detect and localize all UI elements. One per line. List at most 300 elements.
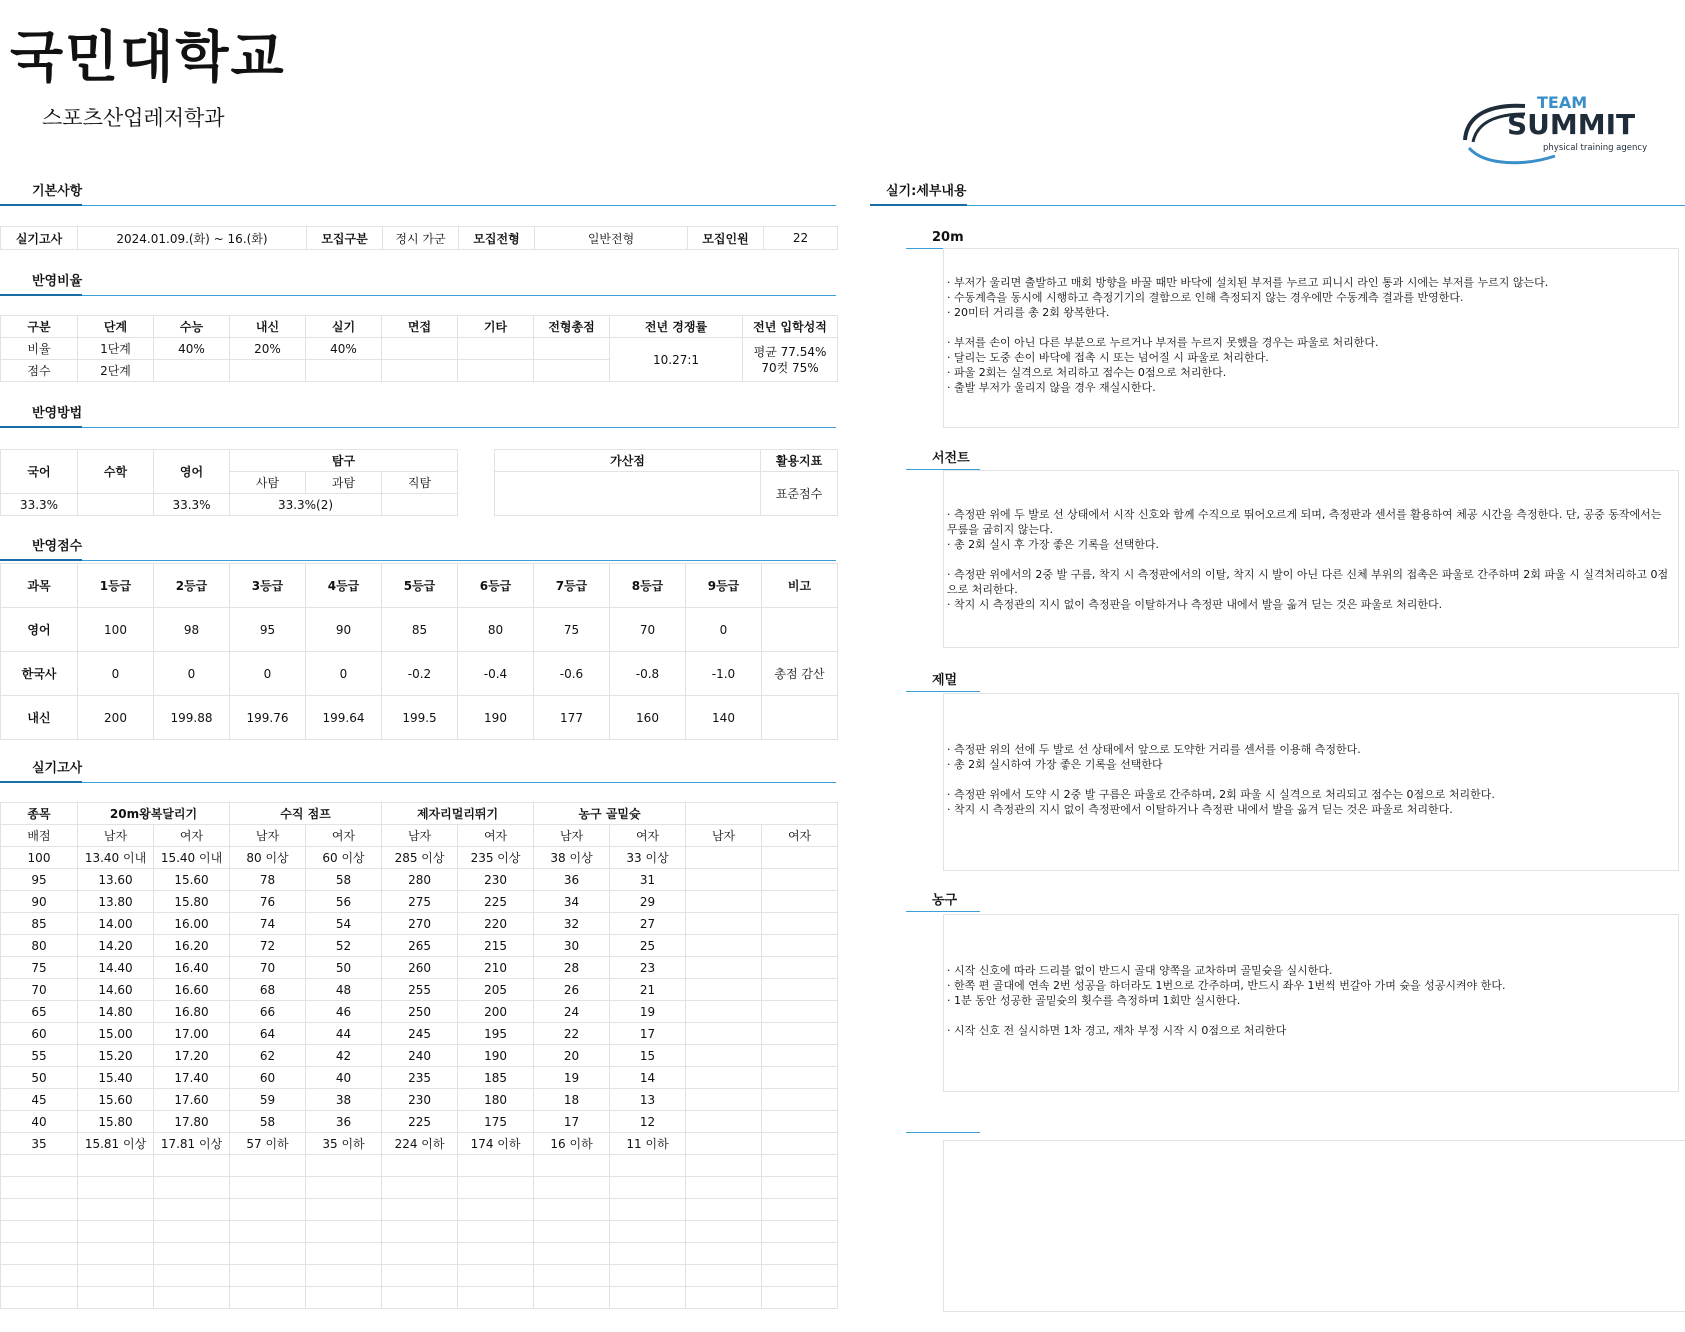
detail-empty-divider bbox=[906, 1132, 980, 1133]
practical-cell: 58 bbox=[306, 869, 382, 891]
practical-cell: 200 bbox=[458, 1001, 534, 1023]
competition-value: 10.27:1 bbox=[610, 338, 743, 382]
practical-cell: 34 bbox=[534, 891, 610, 913]
practical-cell: 225 bbox=[458, 891, 534, 913]
practical-row bbox=[1, 1023, 838, 1045]
practical-cell: 65 bbox=[1, 1001, 78, 1023]
practical-row bbox=[1, 913, 838, 935]
score-cell: 0 bbox=[306, 652, 382, 696]
score-cell: 140 bbox=[686, 696, 762, 740]
detail-line: · 총 2회 실시하여 가장 좋은 기록을 선택한다 bbox=[947, 758, 1163, 771]
practical-cell bbox=[762, 1111, 838, 1133]
practical-cell: 17 bbox=[610, 1023, 686, 1045]
practical-gender-header: 배점 bbox=[1, 825, 78, 847]
practical-cell: 100 bbox=[1, 847, 78, 869]
practical-cell bbox=[686, 1067, 762, 1089]
practical-cell: 72 bbox=[230, 935, 306, 957]
score-header: 비고 bbox=[762, 564, 838, 608]
score-header: 1등급 bbox=[78, 564, 154, 608]
practical-cell: 13.60 bbox=[78, 869, 154, 891]
detail-line: · 착지 시 측정관의 지시 없이 측정판을 이탈하거나 측정판 내에서 발을 옮겨 딛는 것은 파울로 처리한다. bbox=[947, 598, 1443, 611]
detail-subtitle bbox=[906, 451, 980, 470]
practical-empty-cell bbox=[534, 1265, 610, 1287]
method-vocational: 직탐 bbox=[382, 472, 458, 494]
practical-cell: 36 bbox=[534, 869, 610, 891]
practical-gender-header: 여자 bbox=[458, 825, 534, 847]
practical-cell: 26 bbox=[534, 979, 610, 1001]
practical-empty-cell bbox=[230, 1221, 306, 1243]
detail-line: · 측정판 위에서 도약 시 2중 발 구름은 파울로 간주하며, 2회 파울 시 실격으로 처리되고 점수는 0점으로 처리한다. bbox=[947, 788, 1495, 801]
detail-line: · 달리는 도중 손이 바닥에 접촉 시 또는 넘어질 시 파울로 처리한다. bbox=[947, 351, 1269, 364]
practical-empty-cell bbox=[230, 1155, 306, 1177]
practical-cell: 11 이하 bbox=[610, 1133, 686, 1155]
detail-line: · 측정판 위의 선에 두 발로 선 상태에서 앞으로 도약한 거리를 센서를 이용해 측정한다. bbox=[947, 743, 1361, 756]
practical-table bbox=[0, 802, 838, 1309]
practical-cell bbox=[686, 1001, 762, 1023]
section-detail-title: 실기:세부내용 bbox=[870, 183, 967, 206]
practical-empty-cell bbox=[230, 1177, 306, 1199]
practical-gender-header: 여자 bbox=[610, 825, 686, 847]
admission-cut: 70컷 75% bbox=[761, 360, 819, 375]
detail-line: · 1분 동안 성공한 골밑슛의 횟수를 측정하며 1회만 실시한다. bbox=[947, 994, 1241, 1007]
bonus-value bbox=[495, 472, 761, 516]
practical-cell: 225 bbox=[382, 1111, 458, 1133]
detail-line: · 착지 시 측정관의 지시 없이 측정판에서 이탈하거나 측정판 내에서 발을 옮겨 딛는 것은 파울로 처리한다. bbox=[947, 803, 1453, 816]
practical-empty-cell bbox=[686, 1177, 762, 1199]
basic-table bbox=[0, 226, 838, 250]
practical-empty-cell bbox=[306, 1287, 382, 1309]
practical-row bbox=[1, 1045, 838, 1067]
score-cell bbox=[762, 608, 838, 652]
practical-empty-cell bbox=[382, 1155, 458, 1177]
detail-subtitle bbox=[906, 893, 980, 912]
practical-cell: 17.40 bbox=[154, 1067, 230, 1089]
score-cell: 190 bbox=[458, 696, 534, 740]
practical-cell: 80 이상 bbox=[230, 847, 306, 869]
section-ratio-title: 반영비율 bbox=[0, 273, 82, 296]
practical-cell: 14.60 bbox=[78, 979, 154, 1001]
detail-subtitle-text: 서전트 bbox=[932, 451, 970, 466]
practical-cell bbox=[686, 935, 762, 957]
practical-empty-cell bbox=[230, 1243, 306, 1265]
detail-line: · 파울 2회는 실격으로 처리하고 점수는 0점으로 처리한다. bbox=[947, 366, 1227, 379]
practical-cell: 265 bbox=[382, 935, 458, 957]
method-table bbox=[0, 449, 458, 516]
practical-cell: 175 bbox=[458, 1111, 534, 1133]
practical-cell bbox=[686, 891, 762, 913]
score-cell: 총점 감산 bbox=[762, 652, 838, 696]
practical-event-header: 제자리멀리뛰기 bbox=[382, 803, 534, 825]
practical-empty-cell bbox=[686, 1287, 762, 1309]
section-basic bbox=[0, 183, 836, 206]
admission-cell bbox=[743, 338, 838, 382]
practical-empty-cell bbox=[458, 1221, 534, 1243]
practical-cell: 46 bbox=[306, 1001, 382, 1023]
practical-cell bbox=[762, 957, 838, 979]
practical-cell: 230 bbox=[458, 869, 534, 891]
practical-cell: 15.80 bbox=[78, 1111, 154, 1133]
practical-row bbox=[1, 869, 838, 891]
practical-empty-cell bbox=[306, 1243, 382, 1265]
rec-count-value: 22 bbox=[764, 227, 838, 250]
practical-empty-cell bbox=[534, 1221, 610, 1243]
practical-cell: 52 bbox=[306, 935, 382, 957]
practical-cell: 48 bbox=[306, 979, 382, 1001]
practical-empty-cell bbox=[306, 1199, 382, 1221]
practical-cell: 23 bbox=[610, 957, 686, 979]
practical-empty-cell bbox=[458, 1199, 534, 1221]
practical-empty-cell bbox=[610, 1177, 686, 1199]
score-cell: 80 bbox=[458, 608, 534, 652]
score-header: 4등급 bbox=[306, 564, 382, 608]
ratio-h-7: 전형총점 bbox=[534, 316, 610, 338]
practical-cell: 95 bbox=[1, 869, 78, 891]
practical-empty-cell bbox=[78, 1177, 154, 1199]
practical-empty-cell bbox=[382, 1221, 458, 1243]
rec-form-label: 모집전형 bbox=[459, 227, 535, 250]
score-cell: 160 bbox=[610, 696, 686, 740]
ratio-h-6: 기타 bbox=[458, 316, 534, 338]
practical-cell: 60 bbox=[1, 1023, 78, 1045]
ratio-cell: 2단계 bbox=[78, 360, 154, 382]
practical-cell: 70 bbox=[230, 957, 306, 979]
score-row bbox=[1, 608, 838, 652]
practical-cell: 17.00 bbox=[154, 1023, 230, 1045]
practical-gender-header: 남자 bbox=[230, 825, 306, 847]
indicator-header: 활용지표 bbox=[761, 450, 838, 472]
section-method-title: 반영방법 bbox=[0, 405, 82, 428]
practical-event-header: 농구 골밑슛 bbox=[534, 803, 686, 825]
score-cell: 199.64 bbox=[306, 696, 382, 740]
practical-cell: 54 bbox=[306, 913, 382, 935]
practical-cell: 15.80 bbox=[154, 891, 230, 913]
score-cell: -0.8 bbox=[610, 652, 686, 696]
practical-cell: 32 bbox=[534, 913, 610, 935]
detail-empty-box bbox=[943, 1140, 1685, 1312]
practical-empty-cell bbox=[382, 1265, 458, 1287]
practical-empty-cell bbox=[458, 1265, 534, 1287]
logo-tagline-text: physical training agency bbox=[1543, 143, 1648, 153]
score-cell: 70 bbox=[610, 608, 686, 652]
detail-line: · 부저가 울리면 출발하고 매회 방향을 바꿀 때만 바닥에 설치된 부저를 누르고 피니시 라인 통과 시에는 부저를 누르지 않는다. bbox=[947, 276, 1549, 289]
practical-cell: 17.20 bbox=[154, 1045, 230, 1067]
practical-empty-cell bbox=[610, 1155, 686, 1177]
method-v-korean: 33.3% bbox=[1, 494, 78, 516]
practical-cell bbox=[686, 847, 762, 869]
practical-cell bbox=[686, 1111, 762, 1133]
score-row bbox=[1, 696, 838, 740]
practical-empty-cell bbox=[1, 1265, 78, 1287]
practical-empty-cell bbox=[534, 1155, 610, 1177]
practical-empty-cell bbox=[230, 1265, 306, 1287]
ratio-cell bbox=[534, 338, 610, 360]
practical-cell: 21 bbox=[610, 979, 686, 1001]
practical-empty-cell bbox=[382, 1287, 458, 1309]
practical-empty-cell bbox=[610, 1243, 686, 1265]
practical-cell: 33 이상 bbox=[610, 847, 686, 869]
practical-cell bbox=[686, 957, 762, 979]
practical-empty-cell bbox=[686, 1199, 762, 1221]
practical-empty-row bbox=[1, 1221, 838, 1243]
practical-cell bbox=[686, 1045, 762, 1067]
score-cell: 90 bbox=[306, 608, 382, 652]
ratio-h-9: 전년 입학성적 bbox=[743, 316, 838, 338]
logo-summit-text: SUMMIT bbox=[1507, 108, 1636, 141]
practical-empty-cell bbox=[762, 1199, 838, 1221]
practical-event-header: 종목 bbox=[1, 803, 78, 825]
detail-line: · 출발 부저가 울리지 않을 경우 재실시한다. bbox=[947, 381, 1156, 394]
score-cell: -0.4 bbox=[458, 652, 534, 696]
practical-empty-cell bbox=[534, 1177, 610, 1199]
practical-cell: 15.60 bbox=[78, 1089, 154, 1111]
practical-cell: 28 bbox=[534, 957, 610, 979]
ratio-cell: 점수 bbox=[1, 360, 78, 382]
score-cell: 95 bbox=[230, 608, 306, 652]
method-v-inquiry: 33.3%(2) bbox=[230, 494, 382, 516]
practical-cell: 14.20 bbox=[78, 935, 154, 957]
practical-cell: 24 bbox=[534, 1001, 610, 1023]
practical-cell: 60 이상 bbox=[306, 847, 382, 869]
score-cell: 75 bbox=[534, 608, 610, 652]
practical-cell: 74 bbox=[230, 913, 306, 935]
practical-cell: 35 bbox=[1, 1133, 78, 1155]
practical-empty-cell bbox=[1, 1199, 78, 1221]
section-detail bbox=[870, 183, 1685, 206]
practical-empty-cell bbox=[686, 1221, 762, 1243]
practical-cell: 19 bbox=[534, 1067, 610, 1089]
practical-empty-cell bbox=[762, 1265, 838, 1287]
practical-cell: 245 bbox=[382, 1023, 458, 1045]
ratio-table bbox=[0, 315, 838, 382]
practical-empty-cell bbox=[686, 1265, 762, 1287]
detail-line: · 20미터 거리를 총 2회 왕복한다. bbox=[947, 306, 1110, 319]
score-cell: 199.5 bbox=[382, 696, 458, 740]
practical-cell: 250 bbox=[382, 1001, 458, 1023]
ratio-cell bbox=[534, 360, 610, 382]
practical-cell: 80 bbox=[1, 935, 78, 957]
practical-cell bbox=[686, 1089, 762, 1111]
practical-gender-header: 남자 bbox=[534, 825, 610, 847]
practical-empty-cell bbox=[306, 1177, 382, 1199]
detail-box bbox=[943, 248, 1679, 428]
practical-empty-cell bbox=[154, 1287, 230, 1309]
practical-cell: 15.20 bbox=[78, 1045, 154, 1067]
detail-line: · 수동계측을 동시에 시행하고 측정기기의 결함으로 인해 측정되지 않는 경우에만 수동계측 결과를 반영한다. bbox=[947, 291, 1464, 304]
score-table bbox=[0, 563, 838, 740]
practical-empty-cell bbox=[762, 1287, 838, 1309]
practical-cell: 68 bbox=[230, 979, 306, 1001]
method-inquiry: 탐구 bbox=[230, 450, 458, 472]
practical-cell: 16.20 bbox=[154, 935, 230, 957]
ratio-h-0: 구분 bbox=[1, 316, 78, 338]
practical-cell: 16.80 bbox=[154, 1001, 230, 1023]
practical-cell: 27 bbox=[610, 913, 686, 935]
practical-empty-cell bbox=[306, 1155, 382, 1177]
rec-type-value: 정시 가군 bbox=[383, 227, 459, 250]
ratio-cell bbox=[458, 360, 534, 382]
practical-cell: 260 bbox=[382, 957, 458, 979]
practical-cell bbox=[762, 935, 838, 957]
score-cell: 85 bbox=[382, 608, 458, 652]
practical-gender-header: 남자 bbox=[686, 825, 762, 847]
practical-cell: 36 bbox=[306, 1111, 382, 1133]
practical-empty-cell bbox=[230, 1199, 306, 1221]
practical-row bbox=[1, 891, 838, 913]
practical-empty-cell bbox=[762, 1177, 838, 1199]
practical-empty-cell bbox=[78, 1199, 154, 1221]
practical-row bbox=[1, 1067, 838, 1089]
practical-empty-cell bbox=[1, 1177, 78, 1199]
practical-cell: 50 bbox=[306, 957, 382, 979]
practical-cell: 44 bbox=[306, 1023, 382, 1045]
practical-empty-cell bbox=[78, 1287, 154, 1309]
practical-cell: 12 bbox=[610, 1111, 686, 1133]
practical-cell: 70 bbox=[1, 979, 78, 1001]
practical-cell bbox=[686, 1133, 762, 1155]
practical-cell: 275 bbox=[382, 891, 458, 913]
practical-cell: 195 bbox=[458, 1023, 534, 1045]
practical-empty-cell bbox=[1, 1243, 78, 1265]
practical-empty-cell bbox=[154, 1243, 230, 1265]
practical-cell: 190 bbox=[458, 1045, 534, 1067]
practical-empty-row bbox=[1, 1243, 838, 1265]
practical-cell bbox=[686, 1023, 762, 1045]
practical-row bbox=[1, 847, 838, 869]
detail-line: · 시작 신호 전 실시하면 1차 경고, 재차 부정 시작 시 0점으로 처리한다 bbox=[947, 1024, 1287, 1037]
rec-count-label: 모집인원 bbox=[688, 227, 764, 250]
section-basic-title: 기본사항 bbox=[0, 183, 82, 206]
ratio-cell bbox=[230, 360, 306, 382]
practical-cell: 15.40 이내 bbox=[154, 847, 230, 869]
detail-line bbox=[947, 320, 1675, 335]
practical-cell bbox=[762, 979, 838, 1001]
practical-empty-cell bbox=[1, 1287, 78, 1309]
practical-cell: 25 bbox=[610, 935, 686, 957]
detail-subtitle bbox=[906, 673, 980, 692]
practical-cell: 59 bbox=[230, 1089, 306, 1111]
score-header: 9등급 bbox=[686, 564, 762, 608]
score-row bbox=[1, 652, 838, 696]
score-cell bbox=[762, 696, 838, 740]
practical-cell: 230 bbox=[382, 1089, 458, 1111]
detail-box bbox=[943, 470, 1679, 648]
practical-cell: 29 bbox=[610, 891, 686, 913]
score-header: 과목 bbox=[1, 564, 78, 608]
practical-cell: 17.60 bbox=[154, 1089, 230, 1111]
practical-empty-cell bbox=[610, 1221, 686, 1243]
practical-cell bbox=[762, 913, 838, 935]
practical-empty-row bbox=[1, 1199, 838, 1221]
practical-cell: 14.00 bbox=[78, 913, 154, 935]
section-ratio bbox=[0, 273, 836, 296]
detail-line: · 측정판 위에서의 2중 발 구름, 착지 시 측정판에서의 이탈, 착지 시 발이 아닌 다른 신체 부위의 접촉은 파울로 간주하며 2회 파울 시 실격처리하고 0점으로 처리한다. bbox=[947, 568, 1669, 596]
practical-cell: 56 bbox=[306, 891, 382, 913]
practical-cell: 15 bbox=[610, 1045, 686, 1067]
practical-gender-header: 남자 bbox=[382, 825, 458, 847]
practical-empty-cell bbox=[534, 1287, 610, 1309]
ratio-cell bbox=[306, 360, 382, 382]
practical-cell: 210 bbox=[458, 957, 534, 979]
practical-cell: 270 bbox=[382, 913, 458, 935]
method-english: 영어 bbox=[154, 450, 230, 494]
practical-empty-cell bbox=[154, 1265, 230, 1287]
practical-empty-cell bbox=[154, 1155, 230, 1177]
practical-empty-cell bbox=[154, 1199, 230, 1221]
practical-cell: 64 bbox=[230, 1023, 306, 1045]
detail-subtitle-text: 제멀 bbox=[932, 673, 958, 688]
practical-empty-cell bbox=[78, 1243, 154, 1265]
practical-row bbox=[1, 1089, 838, 1111]
practical-cell: 20 bbox=[534, 1045, 610, 1067]
practical-empty-cell bbox=[382, 1177, 458, 1199]
practical-cell: 13.80 bbox=[78, 891, 154, 913]
detail-line bbox=[947, 1008, 1675, 1023]
method-v-math bbox=[78, 494, 154, 516]
practical-cell: 76 bbox=[230, 891, 306, 913]
practical-empty-cell bbox=[458, 1177, 534, 1199]
practical-empty-cell bbox=[686, 1155, 762, 1177]
practical-gender-header: 남자 bbox=[78, 825, 154, 847]
section-method bbox=[0, 405, 836, 428]
practical-cell: 42 bbox=[306, 1045, 382, 1067]
practical-empty-cell bbox=[230, 1287, 306, 1309]
indicator-value: 표준점수 bbox=[761, 472, 838, 516]
practical-cell: 50 bbox=[1, 1067, 78, 1089]
practical-empty-cell bbox=[306, 1265, 382, 1287]
practical-cell: 38 이상 bbox=[534, 847, 610, 869]
score-header: 2등급 bbox=[154, 564, 230, 608]
practical-cell: 31 bbox=[610, 869, 686, 891]
practical-cell: 224 이하 bbox=[382, 1133, 458, 1155]
practical-cell bbox=[762, 847, 838, 869]
score-cell: 200 bbox=[78, 696, 154, 740]
practical-cell: 14.80 bbox=[78, 1001, 154, 1023]
practical-empty-cell bbox=[534, 1243, 610, 1265]
bonus-header: 가산점 bbox=[495, 450, 761, 472]
practical-cell bbox=[686, 869, 762, 891]
practical-cell bbox=[686, 913, 762, 935]
practical-cell: 85 bbox=[1, 913, 78, 935]
practical-cell: 60 bbox=[230, 1067, 306, 1089]
practical-empty-cell bbox=[458, 1243, 534, 1265]
practical-event-header bbox=[686, 803, 838, 825]
detail-line bbox=[947, 772, 1675, 787]
practical-empty-row bbox=[1, 1287, 838, 1309]
practical-cell: 40 bbox=[306, 1067, 382, 1089]
ratio-cell: 20% bbox=[230, 338, 306, 360]
department-title: 스포츠산업레저학과 bbox=[42, 106, 225, 130]
practical-cell: 13 bbox=[610, 1089, 686, 1111]
practical-empty-cell bbox=[1, 1221, 78, 1243]
score-cell: 0 bbox=[686, 608, 762, 652]
section-practical-title: 실기고사 bbox=[0, 760, 82, 783]
practical-row bbox=[1, 1001, 838, 1023]
ratio-cell bbox=[154, 360, 230, 382]
score-cell: 199.88 bbox=[154, 696, 230, 740]
section-score-title: 반영점수 bbox=[0, 538, 82, 561]
practical-cell: 30 bbox=[534, 935, 610, 957]
practical-cell: 13.40 이내 bbox=[78, 847, 154, 869]
practical-cell: 66 bbox=[230, 1001, 306, 1023]
exam-value: 2024.01.09.(화) ~ 16.(화) bbox=[78, 227, 307, 250]
practical-empty-row bbox=[1, 1155, 838, 1177]
practical-cell: 45 bbox=[1, 1089, 78, 1111]
detail-line: · 측정판 위에 두 발로 선 상태에서 시작 신호와 함께 수직으로 뛰어오르게 되며, 측정판과 센서를 활용하여 체공 시간을 측정한다. 단, 공중 동작에서는 무릎을 굽히지 않는다. bbox=[947, 508, 1662, 536]
score-header: 6등급 bbox=[458, 564, 534, 608]
practical-cell bbox=[762, 1001, 838, 1023]
method-v-english: 33.3% bbox=[154, 494, 230, 516]
detail-subtitle bbox=[906, 230, 980, 249]
